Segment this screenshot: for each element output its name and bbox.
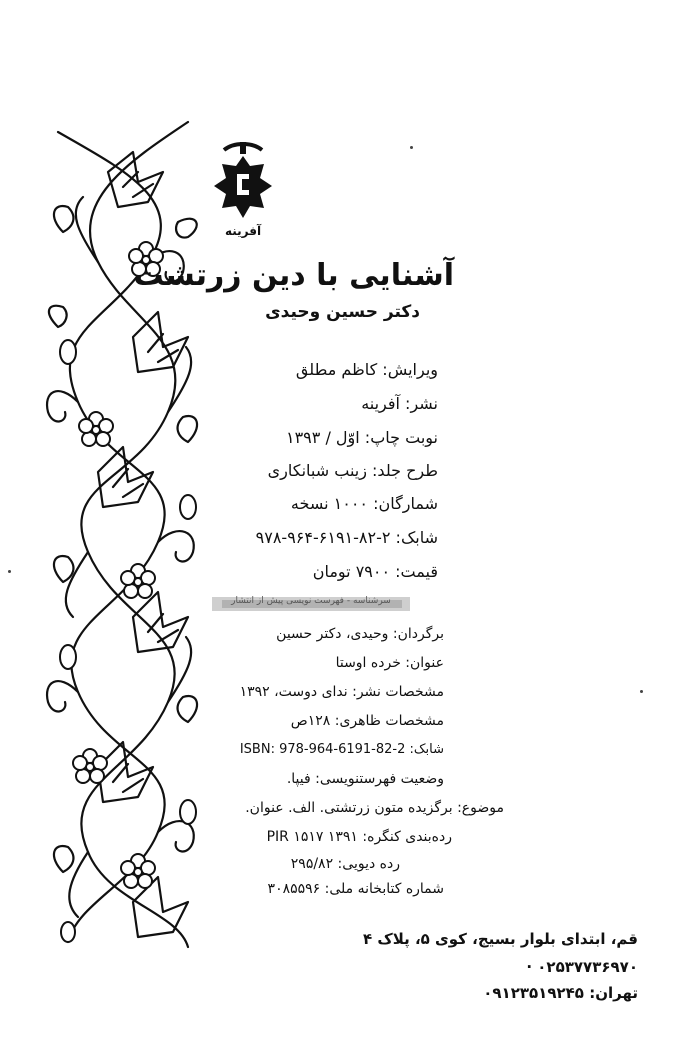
imprint-print-run: شمارگان: ۱۰۰۰ نسخه (290, 494, 438, 513)
imprint-edition: نوبت چاپ: اوّل / ۱۳۹۳ (285, 428, 438, 447)
imprint-price: قیمت: ۷۹۰۰ تومان (312, 562, 438, 581)
imprint-editor: ویرایش: کاظم مطلق (295, 360, 438, 379)
address-qom: قم، ابتدای بلوار بسیج، کوی ۵، پلاک ۴ (362, 930, 638, 948)
cip-lc-class: رده‌بندی کنگره: PIR ۱۵۱۷ ۱۳۹۱ (266, 829, 452, 845)
address-tehran-phone: تهران: ۰۹۱۲۳۵۱۹۲۴۵ (483, 984, 638, 1002)
imprint-publisher: نشر: آفرینه (361, 394, 438, 413)
imprint-cover-design: طرح جلد: زینب شبانکاری (267, 461, 438, 480)
cip-national-library-no: شماره کتابخانه ملی: ۳۰۸۵۵۹۶ (267, 881, 444, 897)
cip-cataloging-status: وضعیت فهرستنویسی: فیپا. (286, 771, 444, 787)
cip-publication: مشخصات نشر: ندای دوست، ۱۳۹۲ (239, 684, 444, 700)
floral-vine-ornament (38, 112, 210, 952)
cip-translator: برگردان: وحیدی، دکتر حسین (276, 626, 444, 642)
cip-physical: مشخصات ظاهری: ۱۲۸ص (290, 713, 444, 729)
book-author: دکتر حسین وحیدی (265, 302, 420, 322)
address-phone: ۰۲۵۳۷۷۳۶۹۷۰ · (526, 958, 638, 976)
cip-subject: موضوع: برگزیده متون زرتشتی. الف. عنوان. (245, 800, 504, 816)
cip-header: سرشناسه - فهرست نویسی پیش از انتشار (231, 596, 391, 606)
imprint-isbn: شابک: ۲-۸۲-۶۱۹۱-۹۶۴-۹۷۸ (255, 528, 438, 547)
cip-isbn: شابک: ISBN: 978-964-6191-82-2 (239, 742, 444, 757)
cip-dewey: رده دیویی: ۲۹۵/۸۲ (290, 856, 400, 872)
cip-title: عنوان: خرده اوستا (335, 655, 444, 671)
publisher-logo-label: آفرینه (224, 224, 262, 238)
publisher-logo-icon (210, 140, 276, 222)
scan-speck (410, 146, 413, 149)
scan-speck (8, 570, 11, 573)
book-title: آشنایی با دین زرتشت (133, 258, 454, 293)
scan-speck (640, 690, 643, 693)
